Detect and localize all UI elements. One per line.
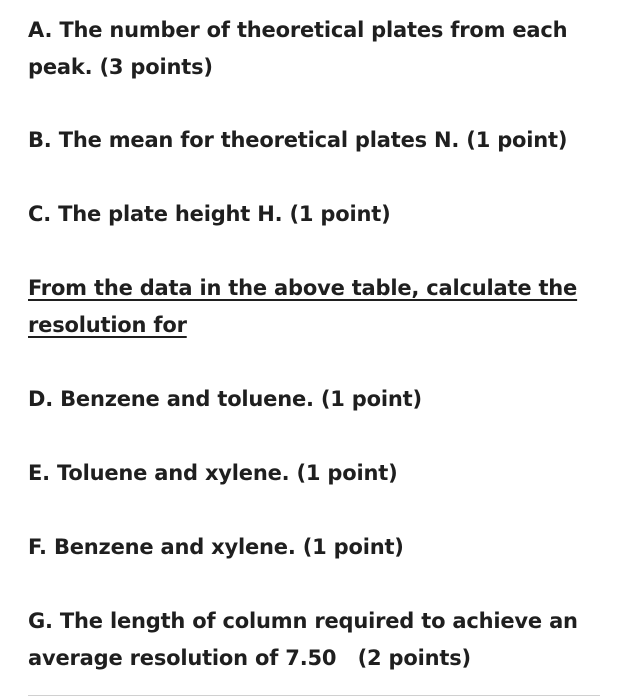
question-g: G. The length of column required to achieve an average resolution of 7.50 (2 points) (28, 609, 585, 670)
question-a: A. The number of theoretical plates from each peak. (3 points) (28, 18, 568, 79)
question-e: E. Toluene and xylene. (1 point) (28, 461, 398, 485)
question-c: C. The plate height H. (1 point) (28, 202, 391, 226)
bottom-divider (28, 695, 600, 696)
resolution-heading: From the data in the above table, calculate the resolution for (28, 276, 578, 337)
question-d: D. Benzene and toluene. (1 point) (28, 387, 422, 411)
question-list (28, 12, 608, 677)
question-b: B. The mean for theoretical plates N. (1 point) (28, 128, 568, 152)
question-f: F. Benzene and xylene. (1 point) (28, 535, 404, 559)
